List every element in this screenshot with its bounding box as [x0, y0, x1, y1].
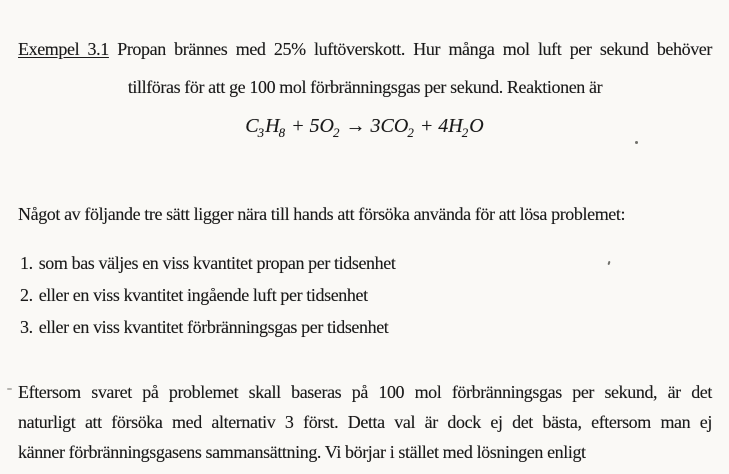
- reaction-arrow-and-co2: → 3CO: [340, 115, 409, 137]
- list-item-number: 3.: [20, 317, 33, 337]
- list-item: [20, 252, 395, 274]
- formula-water-term: + 4H: [414, 115, 463, 137]
- scan-artifact-dot: [7, 388, 12, 390]
- formula-water-subscript: 2: [461, 125, 469, 140]
- list-item-text: eller en viss kvantitet ingående luft per tidsenhet: [38, 285, 368, 305]
- conclusion-line2: naturligt att försöka med alternativ 3 först. Detta val är dock ej det bästa, eftersom man ej: [18, 412, 712, 432]
- list-item-number: 2.: [20, 285, 33, 305]
- scan-artifact-dot: [607, 261, 610, 265]
- list-item-number: 1.: [20, 253, 33, 273]
- formula-carbon: C: [245, 115, 259, 137]
- example-heading-line: [18, 38, 712, 60]
- conclusion-line3: känner förbränningsgasens sammansättning. Vi börjar i stället med lösningen enligt: [18, 442, 586, 462]
- list-item-text: som bas väljes en viss kvantitet propan per tidsenhet: [38, 253, 396, 273]
- example-intro-line1: Propan brännes med 25% luftöverskott. Hur många mol luft per sekund behöver: [117, 39, 712, 59]
- example-intro-line2: tillföras för att ge 100 mol förbränningsgas per sekund. Reaktionen är: [127, 77, 603, 97]
- formula-co2-subscript: 2: [407, 125, 414, 140]
- list-item-text: eller en viss kvantitet förbränningsgas per tidsenhet: [38, 317, 389, 337]
- formula-hydrogen-subscript: 8: [278, 125, 286, 140]
- formula-carbon-subscript: 3: [257, 125, 265, 140]
- approach-intro: Något av följande tre sätt ligger nära till hands att försöka använda för att lösa problemet:: [18, 204, 626, 224]
- formula-oxygen-subscript: 2: [333, 125, 340, 140]
- formula-oxygen-term: + 5O: [286, 115, 335, 137]
- reaction-equation: [0, 113, 729, 141]
- list-item: [20, 284, 395, 306]
- formula-water-oxygen: O: [469, 115, 484, 137]
- example-label: Exempel 3.1: [18, 39, 109, 59]
- conclusion-paragraph: [18, 381, 712, 471]
- scan-artifact-dot: [635, 141, 638, 144]
- option-list: [20, 252, 395, 348]
- conclusion-line1: Eftersom svaret på problemet skall baseras på 100 mol förbränningsgas per sekund, är det: [18, 382, 712, 402]
- list-item: [20, 316, 395, 338]
- formula-hydrogen: H: [265, 115, 280, 137]
